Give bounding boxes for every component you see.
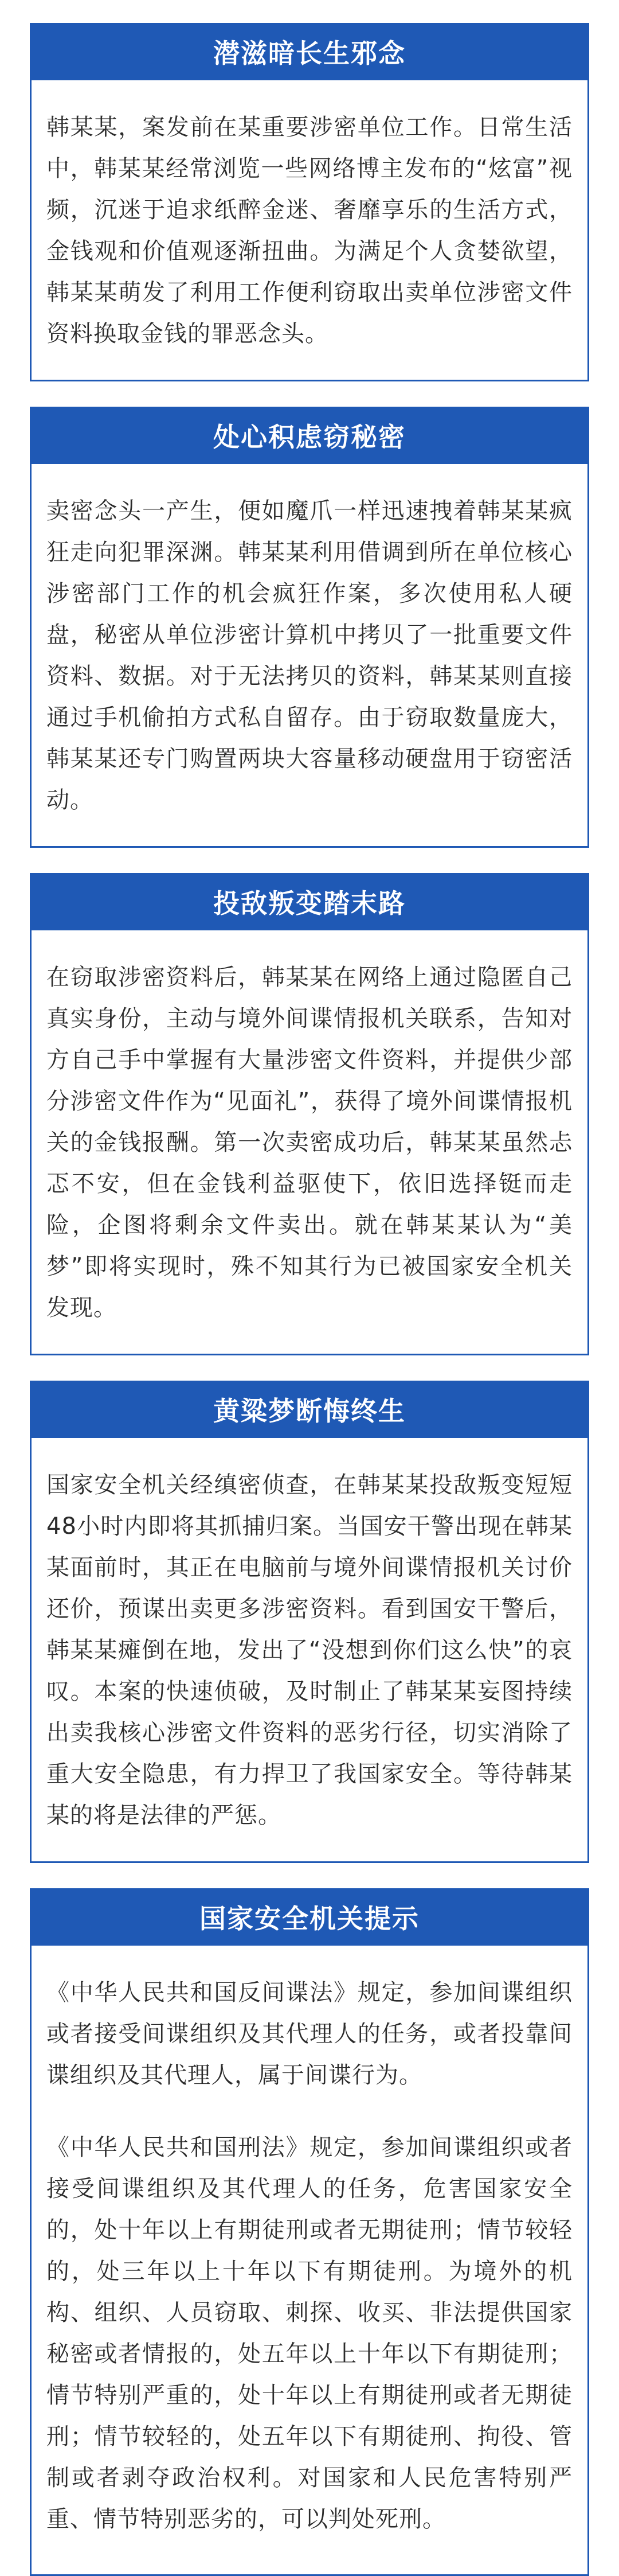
section-body xyxy=(30,930,589,1355)
paragraph: 国家安全机关经缜密侦查，在韩某某投敌叛变短短48小时内即将其抓捕归案。当国安干警出现在韩某某面前时，其正在电脑前与境外间谍情报机关讨价还价，预谋出卖更多涉密资料。看到国安干警后，韩某某瘫倒在地，发出了“没想到你们这么快”的哀叹。本案的快速侦破，及时制止了韩某某妄图持续出卖我核心涉密文件资料的恶劣行径，切实消除了重大安全隐患，有力捍卫了我国家安全。等待韩某某的将是法律的严惩。 xyxy=(46,1472,573,1829)
section-4 xyxy=(30,1381,589,1863)
section-1 xyxy=(30,23,589,381)
section-title: 处心积虑窃秘密 xyxy=(30,407,589,464)
section-title: 国家安全机关提示 xyxy=(30,1888,589,1946)
section-title: 黄粱梦断悔终生 xyxy=(30,1381,589,1438)
section-3 xyxy=(30,873,589,1355)
paragraph: 在窃取涉密资料后，韩某某在网络上通过隐匿自己真实身份，主动与境外间谍情报机关联系，告知对方自己手中掌握有大量涉密文件资料，并提供少部分涉密文件作为“见面礼”，获得了境外间谍情报机关的金钱报酬。第一次卖密成功后，韩某某虽然忐忑不安，但在金钱利益驱使下，依旧选择铤而走险，企图将剩余文件卖出。就在韩某某认为“美梦”即将实现时，殊不知其行为已被国家安全机关发现。 xyxy=(46,964,573,1321)
paragraph: 韩某某，案发前在某重要涉密单位工作。日常生活中，韩某某经常浏览一些网络博主发布的“炫富”视频，沉迷于追求纸醉金迷、奢靡享乐的生活方式，金钱观和价值观逐渐扭曲。为满足个人贪婪欲望，韩某某萌发了利用工作便利窃取出卖单位涉密文件资料换取金钱的罪恶念头。 xyxy=(46,114,573,347)
section-title: 投敌叛变踏末路 xyxy=(30,873,589,930)
paragraph: 卖密念头一产生，便如魔爪一样迅速拽着韩某某疯狂走向犯罪深渊。韩某某利用借调到所在单位核心涉密部门工作的机会疯狂作案，多次使用私人硬盘，秘密从单位涉密计算机中拷贝了一批重要文件资料、数据。对于无法拷贝的资料，韩某某则直接通过手机偷拍方式私自留存。由于窃取数量庞大，韩某某还专门购置两块大容量移动硬盘用于窃密活动。 xyxy=(46,498,573,813)
section-body xyxy=(30,1946,589,2576)
section-body xyxy=(30,80,589,381)
section-5 xyxy=(30,1888,589,2576)
paragraph: 《中华人民共和国刑法》规定，参加间谍组织或者接受间谍组织及其代理人的任务，危害国家安全的，处十年以上有期徒刑或者无期徒刑；情节较轻的，处三年以上十年以下有期徒刑。为境外的机构、组织、人员窃取、刺探、收买、非法提供国家秘密或者情报的，处五年以上十年以下有期徒刑；情节特别严重的，处十年以上有期徒刑或者无期徒刑；情节较轻的，处五年以下有期徒刑、拘役、管制或者剥夺政治权利。对国家和人民危害特别严重、情节特别恶劣的，可以判处死刑。 xyxy=(46,2134,573,2532)
paragraph: 《中华人民共和国反间谍法》规定，参加间谍组织或者接受间谍组织及其代理人的任务，或者投靠间谍组织及其代理人，属于间谍行为。 xyxy=(46,1979,573,2088)
section-body xyxy=(30,464,589,848)
section-2 xyxy=(30,407,589,848)
section-body xyxy=(30,1438,589,1863)
section-title: 潜滋暗长生邪念 xyxy=(30,23,589,80)
